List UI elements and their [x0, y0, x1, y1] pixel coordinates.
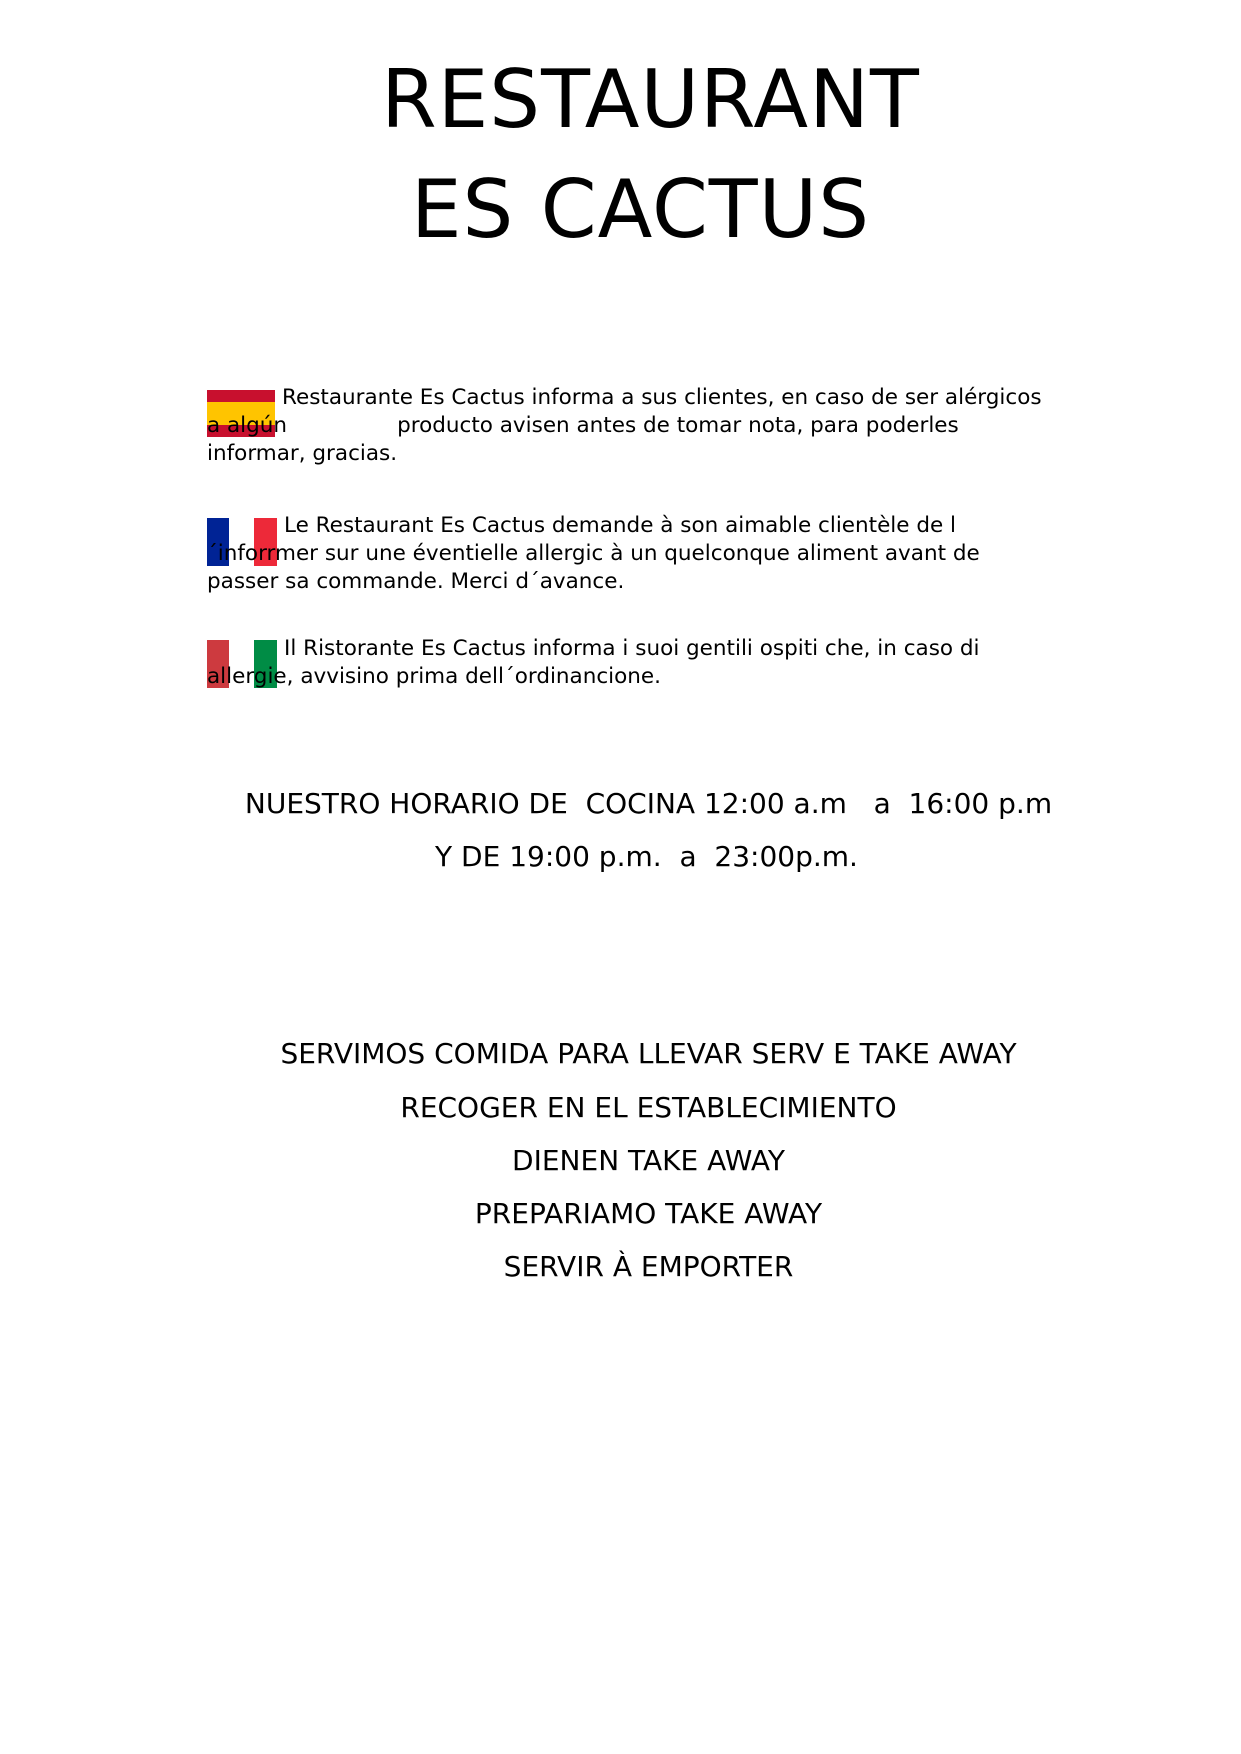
takeaway-line: SERVIMOS COMIDA PARA LLEVAR SERV E TAKE AWAY	[280, 1037, 1017, 1070]
notice-italian-text: Il Ristorante Es Cactus informa i suoi gentili ospiti che, in caso di allergie, avvisino prima dell´ordinancione.	[207, 636, 980, 689]
notice-french	[207, 512, 1047, 596]
takeaway-line: SERVIR À EMPORTER	[503, 1250, 794, 1283]
notice-spanish-text-1: Restaurante Es Cactus informa a sus clientes, en caso de ser alérgicos a algún	[207, 385, 1042, 438]
takeaway-line: PREPARIAMO TAKE AWAY	[474, 1197, 823, 1230]
kitchen-hours-line-2: Y DE 19:00 p.m. a 23:00p.m.	[435, 840, 858, 873]
notice-italian	[207, 635, 1047, 691]
kitchen-hours-line-1: NUESTRO HORARIO DE COCINA 12:00 a.m a 16:00 p.m	[244, 787, 1053, 820]
title-es-cactus: ES CACTUS	[411, 163, 870, 256]
notice-spanish-text-2: producto avisen antes de tomar nota, para poderles informar, gracias.	[207, 413, 959, 466]
notice-spanish	[207, 384, 1047, 468]
notice-french-text: Le Restaurant Es Cactus demande à son aimable clientèle de l ´inforrmer sur une éventielle allergic à un quelconque aliment avant de passer sa commande. Merci d´avance.	[207, 513, 980, 594]
takeaway-line: RECOGER EN EL ESTABLECIMIENTO	[400, 1091, 897, 1124]
takeaway-line: DIENEN TAKE AWAY	[512, 1144, 785, 1177]
title-restaurant: RESTAURANT	[381, 53, 920, 146]
